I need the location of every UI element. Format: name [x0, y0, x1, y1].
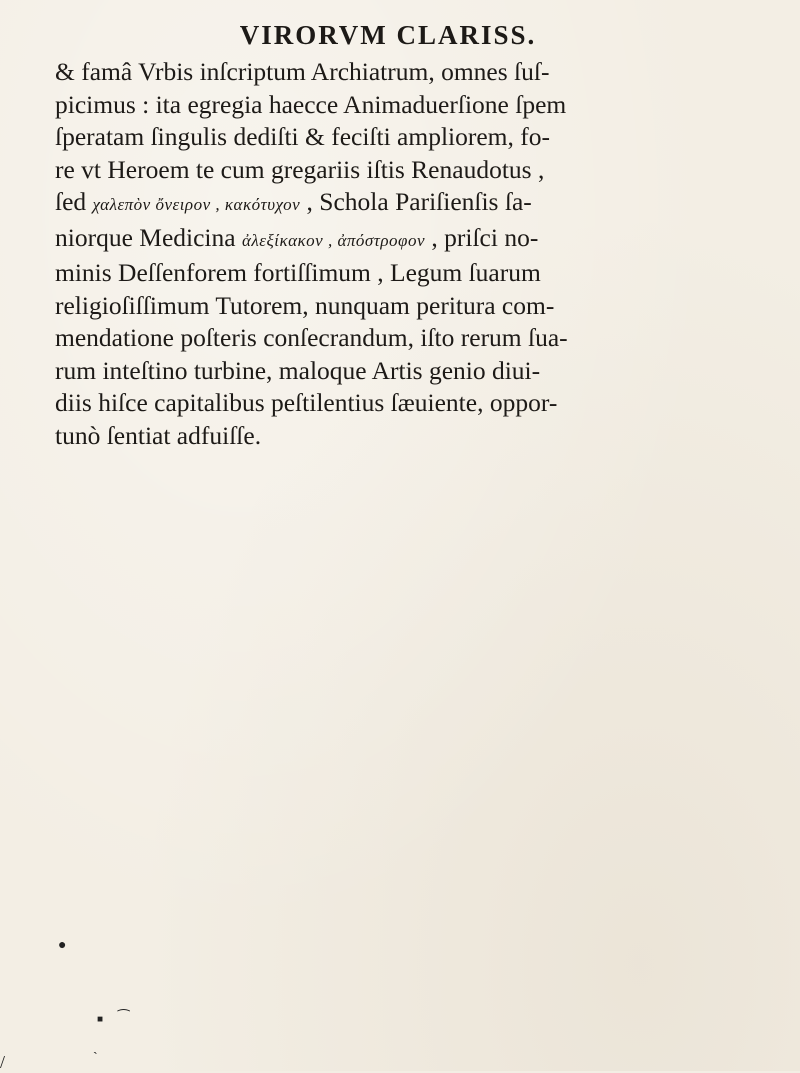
text-line: re vt Heroem te cum gregariis iſtis Renaudotus , — [55, 154, 545, 184]
text-line: & famâ Vrbis inſcriptum Archiatrum, omnes ſuſ- — [55, 57, 550, 86]
text-line: mendatione poſteris conſecrandum, iſto rerum ſua- — [55, 323, 568, 352]
line-prefix: niorque Medicina — [55, 222, 242, 252]
ink-speck: ⁀ — [118, 1011, 130, 1026]
ink-speck: ˎ — [93, 1040, 98, 1055]
text-line: minis Deſſenforem fortiſſimum , Legum ſuarum — [55, 258, 541, 287]
greek-phrase: χαλεπὸν ὄνειρον , κακότυχον — [92, 195, 301, 214]
text-line: picimus : ita egregia haecce Animaduerſione ſpem — [55, 89, 567, 119]
line-suffix: , Schola Pariſienſis ſa- — [300, 187, 532, 216]
page-edge-mark: / — [0, 1052, 6, 1072]
line-suffix: , priſci no- — [425, 222, 539, 252]
ink-speck: ● — [58, 938, 67, 953]
ink-speck: ■ — [97, 1014, 104, 1025]
text-line: rum inteſtino turbine, maloque Artis genio diui- — [55, 355, 541, 385]
greek-phrase: ἀλεξίκακον , ἀπόστροφον — [241, 230, 425, 250]
text-line-with-greek — [55, 222, 750, 258]
text-line: diis hiſce capitalibus peſtilentius ſæuiente, oppor- — [55, 388, 558, 417]
line-prefix: ſed — [55, 187, 93, 216]
text-line: tunò ſentiat adfuiſſe. — [55, 420, 262, 450]
body-text — [55, 56, 750, 452]
text-line: ſperatam ſingulis dediſti & feciſti ampliorem, fo- — [55, 122, 550, 151]
text-line: religioſiſſimum Tutorem, nunquam peritura com- — [55, 290, 555, 320]
running-head — [0, 20, 800, 51]
text-line-with-greek — [55, 186, 750, 222]
running-title: VIRORVM CLARISS. — [239, 20, 537, 50]
